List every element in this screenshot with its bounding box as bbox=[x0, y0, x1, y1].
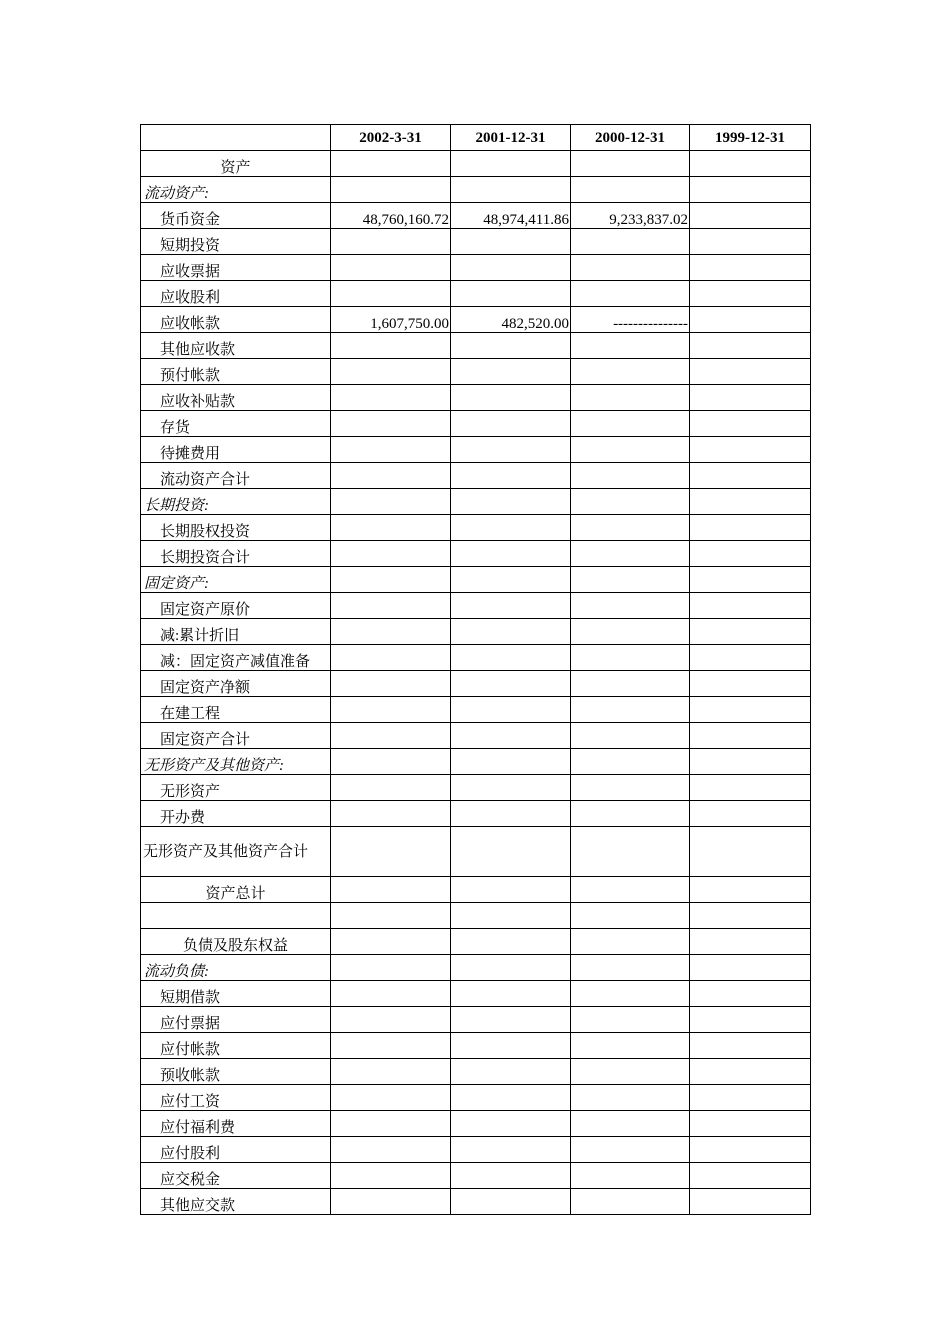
table-row bbox=[141, 801, 811, 827]
table-row bbox=[141, 1111, 811, 1137]
value-cell bbox=[331, 981, 451, 1007]
value-cell bbox=[331, 671, 451, 697]
value-cell bbox=[571, 903, 690, 929]
value-cell bbox=[331, 801, 451, 827]
row-label: 流动资产: bbox=[141, 177, 331, 203]
table-row bbox=[141, 333, 811, 359]
value-cell bbox=[571, 229, 690, 255]
value-cell bbox=[331, 1059, 451, 1085]
value-cell bbox=[571, 619, 690, 645]
table-row bbox=[141, 723, 811, 749]
value-cell bbox=[451, 1111, 571, 1137]
value-cell bbox=[571, 385, 690, 411]
value-cell bbox=[331, 903, 451, 929]
value-cell bbox=[571, 981, 690, 1007]
row-label: 其他应交款 bbox=[141, 1189, 331, 1215]
value-cell bbox=[331, 411, 451, 437]
value-cell bbox=[690, 593, 811, 619]
value-cell bbox=[331, 333, 451, 359]
table-row bbox=[141, 1007, 811, 1033]
row-label: 应付帐款 bbox=[141, 1033, 331, 1059]
row-label: 存货 bbox=[141, 411, 331, 437]
value-cell bbox=[331, 827, 451, 877]
table-row bbox=[141, 151, 811, 177]
value-cell bbox=[451, 255, 571, 281]
value-cell bbox=[451, 981, 571, 1007]
table-row bbox=[141, 541, 811, 567]
value-cell bbox=[331, 567, 451, 593]
value-cell bbox=[571, 411, 690, 437]
value-cell bbox=[331, 955, 451, 981]
value-cell bbox=[451, 333, 571, 359]
value-cell bbox=[690, 697, 811, 723]
value-cell bbox=[571, 645, 690, 671]
value-cell bbox=[451, 723, 571, 749]
value-cell bbox=[571, 1189, 690, 1215]
value-cell bbox=[571, 541, 690, 567]
table-row bbox=[141, 877, 811, 903]
header-cell-1999-12-31: 1999-12-31 bbox=[690, 125, 811, 151]
table-row bbox=[141, 437, 811, 463]
value-cell bbox=[690, 1059, 811, 1085]
value-cell bbox=[690, 385, 811, 411]
value-cell bbox=[451, 151, 571, 177]
table-row bbox=[141, 749, 811, 775]
value-cell bbox=[451, 593, 571, 619]
table-row bbox=[141, 1137, 811, 1163]
value-cell bbox=[571, 567, 690, 593]
value-cell bbox=[690, 723, 811, 749]
value-cell bbox=[451, 775, 571, 801]
row-label: 货币资金 bbox=[141, 203, 331, 229]
table-row bbox=[141, 775, 811, 801]
row-label: 应收票据 bbox=[141, 255, 331, 281]
value-cell bbox=[451, 515, 571, 541]
value-cell bbox=[690, 463, 811, 489]
value-cell bbox=[451, 1137, 571, 1163]
table-row bbox=[141, 489, 811, 515]
table-row bbox=[141, 229, 811, 255]
row-label: 短期借款 bbox=[141, 981, 331, 1007]
value-cell bbox=[571, 1163, 690, 1189]
table-row bbox=[141, 1163, 811, 1189]
value-cell bbox=[690, 801, 811, 827]
value-cell bbox=[690, 333, 811, 359]
row-label: 预收帐款 bbox=[141, 1059, 331, 1085]
value-cell bbox=[331, 723, 451, 749]
value-cell bbox=[690, 1007, 811, 1033]
row-label: 减：固定资产减值准备 bbox=[141, 645, 331, 671]
value-cell bbox=[451, 385, 571, 411]
value-cell bbox=[690, 567, 811, 593]
value-cell bbox=[451, 903, 571, 929]
value-cell bbox=[331, 541, 451, 567]
value-cell bbox=[571, 489, 690, 515]
value-cell bbox=[331, 619, 451, 645]
value-cell bbox=[451, 1085, 571, 1111]
value-cell bbox=[571, 177, 690, 203]
value-cell bbox=[571, 515, 690, 541]
value-cell bbox=[451, 827, 571, 877]
row-label: 应付工资 bbox=[141, 1085, 331, 1111]
row-label: 应付票据 bbox=[141, 1007, 331, 1033]
value-cell bbox=[571, 333, 690, 359]
value-cell bbox=[451, 567, 571, 593]
value-cell bbox=[690, 411, 811, 437]
value-cell bbox=[451, 1059, 571, 1085]
value-cell bbox=[331, 515, 451, 541]
value-cell bbox=[451, 1033, 571, 1059]
row-label: 固定资产净额 bbox=[141, 671, 331, 697]
value-cell bbox=[690, 489, 811, 515]
table-row bbox=[141, 981, 811, 1007]
value-cell bbox=[571, 151, 690, 177]
value-cell bbox=[571, 1033, 690, 1059]
value-cell bbox=[331, 437, 451, 463]
value-cell bbox=[690, 827, 811, 877]
value-cell bbox=[690, 1137, 811, 1163]
value-cell bbox=[690, 437, 811, 463]
value-cell bbox=[571, 593, 690, 619]
value-cell bbox=[451, 619, 571, 645]
value-cell bbox=[331, 593, 451, 619]
value-cell bbox=[331, 929, 451, 955]
value-cell bbox=[690, 203, 811, 229]
value-cell bbox=[451, 645, 571, 671]
table-row bbox=[141, 385, 811, 411]
row-label: 负债及股东权益 bbox=[141, 929, 331, 955]
value-cell bbox=[690, 981, 811, 1007]
row-label: 在建工程 bbox=[141, 697, 331, 723]
row-label: 长期投资: bbox=[141, 489, 331, 515]
row-label: 无形资产及其他资产合计 bbox=[141, 827, 331, 877]
table-row bbox=[141, 359, 811, 385]
value-cell bbox=[331, 1085, 451, 1111]
value-cell bbox=[331, 775, 451, 801]
value-cell bbox=[571, 1137, 690, 1163]
value-cell bbox=[690, 645, 811, 671]
value-cell bbox=[451, 437, 571, 463]
value-cell bbox=[331, 1111, 451, 1137]
value-cell bbox=[331, 177, 451, 203]
header-cell-2001-12-31: 2001-12-31 bbox=[451, 125, 571, 151]
value-cell bbox=[690, 619, 811, 645]
value-cell bbox=[451, 801, 571, 827]
table-row bbox=[141, 827, 811, 877]
value-cell bbox=[571, 929, 690, 955]
table-row bbox=[141, 463, 811, 489]
table-row bbox=[141, 567, 811, 593]
value-cell bbox=[331, 281, 451, 307]
value-cell bbox=[451, 411, 571, 437]
table-row bbox=[141, 929, 811, 955]
row-label: 资产 bbox=[141, 151, 331, 177]
value-cell bbox=[451, 877, 571, 903]
value-cell bbox=[331, 229, 451, 255]
value-cell bbox=[451, 463, 571, 489]
value-cell bbox=[571, 775, 690, 801]
value-cell bbox=[690, 281, 811, 307]
row-label: 减:累计折旧 bbox=[141, 619, 331, 645]
value-cell bbox=[571, 1085, 690, 1111]
value-cell bbox=[331, 255, 451, 281]
row-label: 资产总计 bbox=[141, 877, 331, 903]
value-cell bbox=[451, 1007, 571, 1033]
table-row bbox=[141, 619, 811, 645]
row-label: 长期投资合计 bbox=[141, 541, 331, 567]
balance-sheet-table bbox=[140, 124, 811, 1215]
row-label bbox=[141, 903, 331, 929]
value-cell bbox=[690, 151, 811, 177]
header-cell-label bbox=[141, 125, 331, 151]
value-cell bbox=[331, 385, 451, 411]
value-cell bbox=[451, 1189, 571, 1215]
value-cell bbox=[451, 281, 571, 307]
value-cell bbox=[571, 1059, 690, 1085]
value-cell bbox=[690, 1033, 811, 1059]
value-cell bbox=[571, 955, 690, 981]
value-cell bbox=[690, 1163, 811, 1189]
table-row bbox=[141, 697, 811, 723]
table-row bbox=[141, 307, 811, 333]
header-cell-2002-3-31: 2002-3-31 bbox=[331, 125, 451, 151]
row-label: 待摊费用 bbox=[141, 437, 331, 463]
value-cell bbox=[571, 697, 690, 723]
table-row bbox=[141, 177, 811, 203]
value-cell bbox=[451, 955, 571, 981]
table-row bbox=[141, 281, 811, 307]
value-cell bbox=[331, 359, 451, 385]
value-cell bbox=[571, 1111, 690, 1137]
value-cell: 9,233,837.02 bbox=[571, 203, 690, 229]
header-cell-2000-12-31: 2000-12-31 bbox=[571, 125, 690, 151]
table-row bbox=[141, 671, 811, 697]
value-cell bbox=[451, 1163, 571, 1189]
value-cell bbox=[331, 1007, 451, 1033]
value-cell bbox=[331, 1137, 451, 1163]
value-cell bbox=[451, 359, 571, 385]
value-cell bbox=[451, 697, 571, 723]
row-label: 无形资产 bbox=[141, 775, 331, 801]
value-cell bbox=[331, 749, 451, 775]
value-cell bbox=[690, 749, 811, 775]
value-cell bbox=[690, 903, 811, 929]
value-cell bbox=[331, 151, 451, 177]
value-cell bbox=[690, 1085, 811, 1111]
table-row bbox=[141, 1189, 811, 1215]
value-cell bbox=[451, 229, 571, 255]
table-body bbox=[141, 151, 811, 1215]
value-cell bbox=[571, 281, 690, 307]
value-cell bbox=[331, 463, 451, 489]
value-cell bbox=[451, 541, 571, 567]
table-row bbox=[141, 645, 811, 671]
table-row bbox=[141, 955, 811, 981]
header-row bbox=[141, 125, 811, 151]
table-row bbox=[141, 1085, 811, 1111]
row-label: 预付帐款 bbox=[141, 359, 331, 385]
value-cell bbox=[451, 177, 571, 203]
value-cell: 1,607,750.00 bbox=[331, 307, 451, 333]
value-cell bbox=[571, 827, 690, 877]
value-cell bbox=[571, 463, 690, 489]
value-cell bbox=[571, 437, 690, 463]
value-cell bbox=[571, 255, 690, 281]
value-cell bbox=[571, 1007, 690, 1033]
value-cell bbox=[690, 929, 811, 955]
value-cell bbox=[690, 515, 811, 541]
value-cell bbox=[690, 877, 811, 903]
value-cell bbox=[571, 877, 690, 903]
row-label: 应付股利 bbox=[141, 1137, 331, 1163]
value-cell bbox=[690, 775, 811, 801]
value-cell bbox=[331, 1163, 451, 1189]
value-cell bbox=[571, 359, 690, 385]
value-cell: 48,974,411.86 bbox=[451, 203, 571, 229]
row-label: 应收补贴款 bbox=[141, 385, 331, 411]
row-label: 固定资产合计 bbox=[141, 723, 331, 749]
value-cell bbox=[331, 645, 451, 671]
value-cell bbox=[690, 359, 811, 385]
value-cell: --------------- bbox=[571, 307, 690, 333]
table-row bbox=[141, 1033, 811, 1059]
value-cell bbox=[690, 541, 811, 567]
value-cell bbox=[451, 671, 571, 697]
row-label: 应付福利费 bbox=[141, 1111, 331, 1137]
row-label: 固定资产原价 bbox=[141, 593, 331, 619]
row-label: 应收股利 bbox=[141, 281, 331, 307]
row-label: 长期股权投资 bbox=[141, 515, 331, 541]
value-cell bbox=[690, 255, 811, 281]
value-cell bbox=[331, 489, 451, 515]
value-cell bbox=[331, 697, 451, 723]
value-cell bbox=[690, 229, 811, 255]
table-row bbox=[141, 903, 811, 929]
value-cell: 482,520.00 bbox=[451, 307, 571, 333]
value-cell bbox=[331, 877, 451, 903]
row-label: 其他应收款 bbox=[141, 333, 331, 359]
value-cell: 48,760,160.72 bbox=[331, 203, 451, 229]
value-cell bbox=[571, 671, 690, 697]
table-row bbox=[141, 515, 811, 541]
row-label: 流动负债: bbox=[141, 955, 331, 981]
value-cell bbox=[451, 749, 571, 775]
row-label: 短期投资 bbox=[141, 229, 331, 255]
table-row bbox=[141, 255, 811, 281]
table-row bbox=[141, 203, 811, 229]
row-label: 流动资产合计 bbox=[141, 463, 331, 489]
value-cell bbox=[690, 955, 811, 981]
value-cell bbox=[571, 723, 690, 749]
table-row bbox=[141, 411, 811, 437]
value-cell bbox=[331, 1189, 451, 1215]
value-cell bbox=[690, 1189, 811, 1215]
row-label: 固定资产: bbox=[141, 567, 331, 593]
row-label: 无形资产及其他资产: bbox=[141, 749, 331, 775]
value-cell bbox=[451, 489, 571, 515]
value-cell bbox=[571, 749, 690, 775]
table-row bbox=[141, 593, 811, 619]
table-row bbox=[141, 1059, 811, 1085]
row-label: 开办费 bbox=[141, 801, 331, 827]
value-cell bbox=[451, 929, 571, 955]
value-cell bbox=[571, 801, 690, 827]
value-cell bbox=[331, 1033, 451, 1059]
value-cell bbox=[690, 671, 811, 697]
value-cell bbox=[690, 177, 811, 203]
row-label: 应收帐款 bbox=[141, 307, 331, 333]
row-label: 应交税金 bbox=[141, 1163, 331, 1189]
value-cell bbox=[690, 1111, 811, 1137]
value-cell bbox=[690, 307, 811, 333]
